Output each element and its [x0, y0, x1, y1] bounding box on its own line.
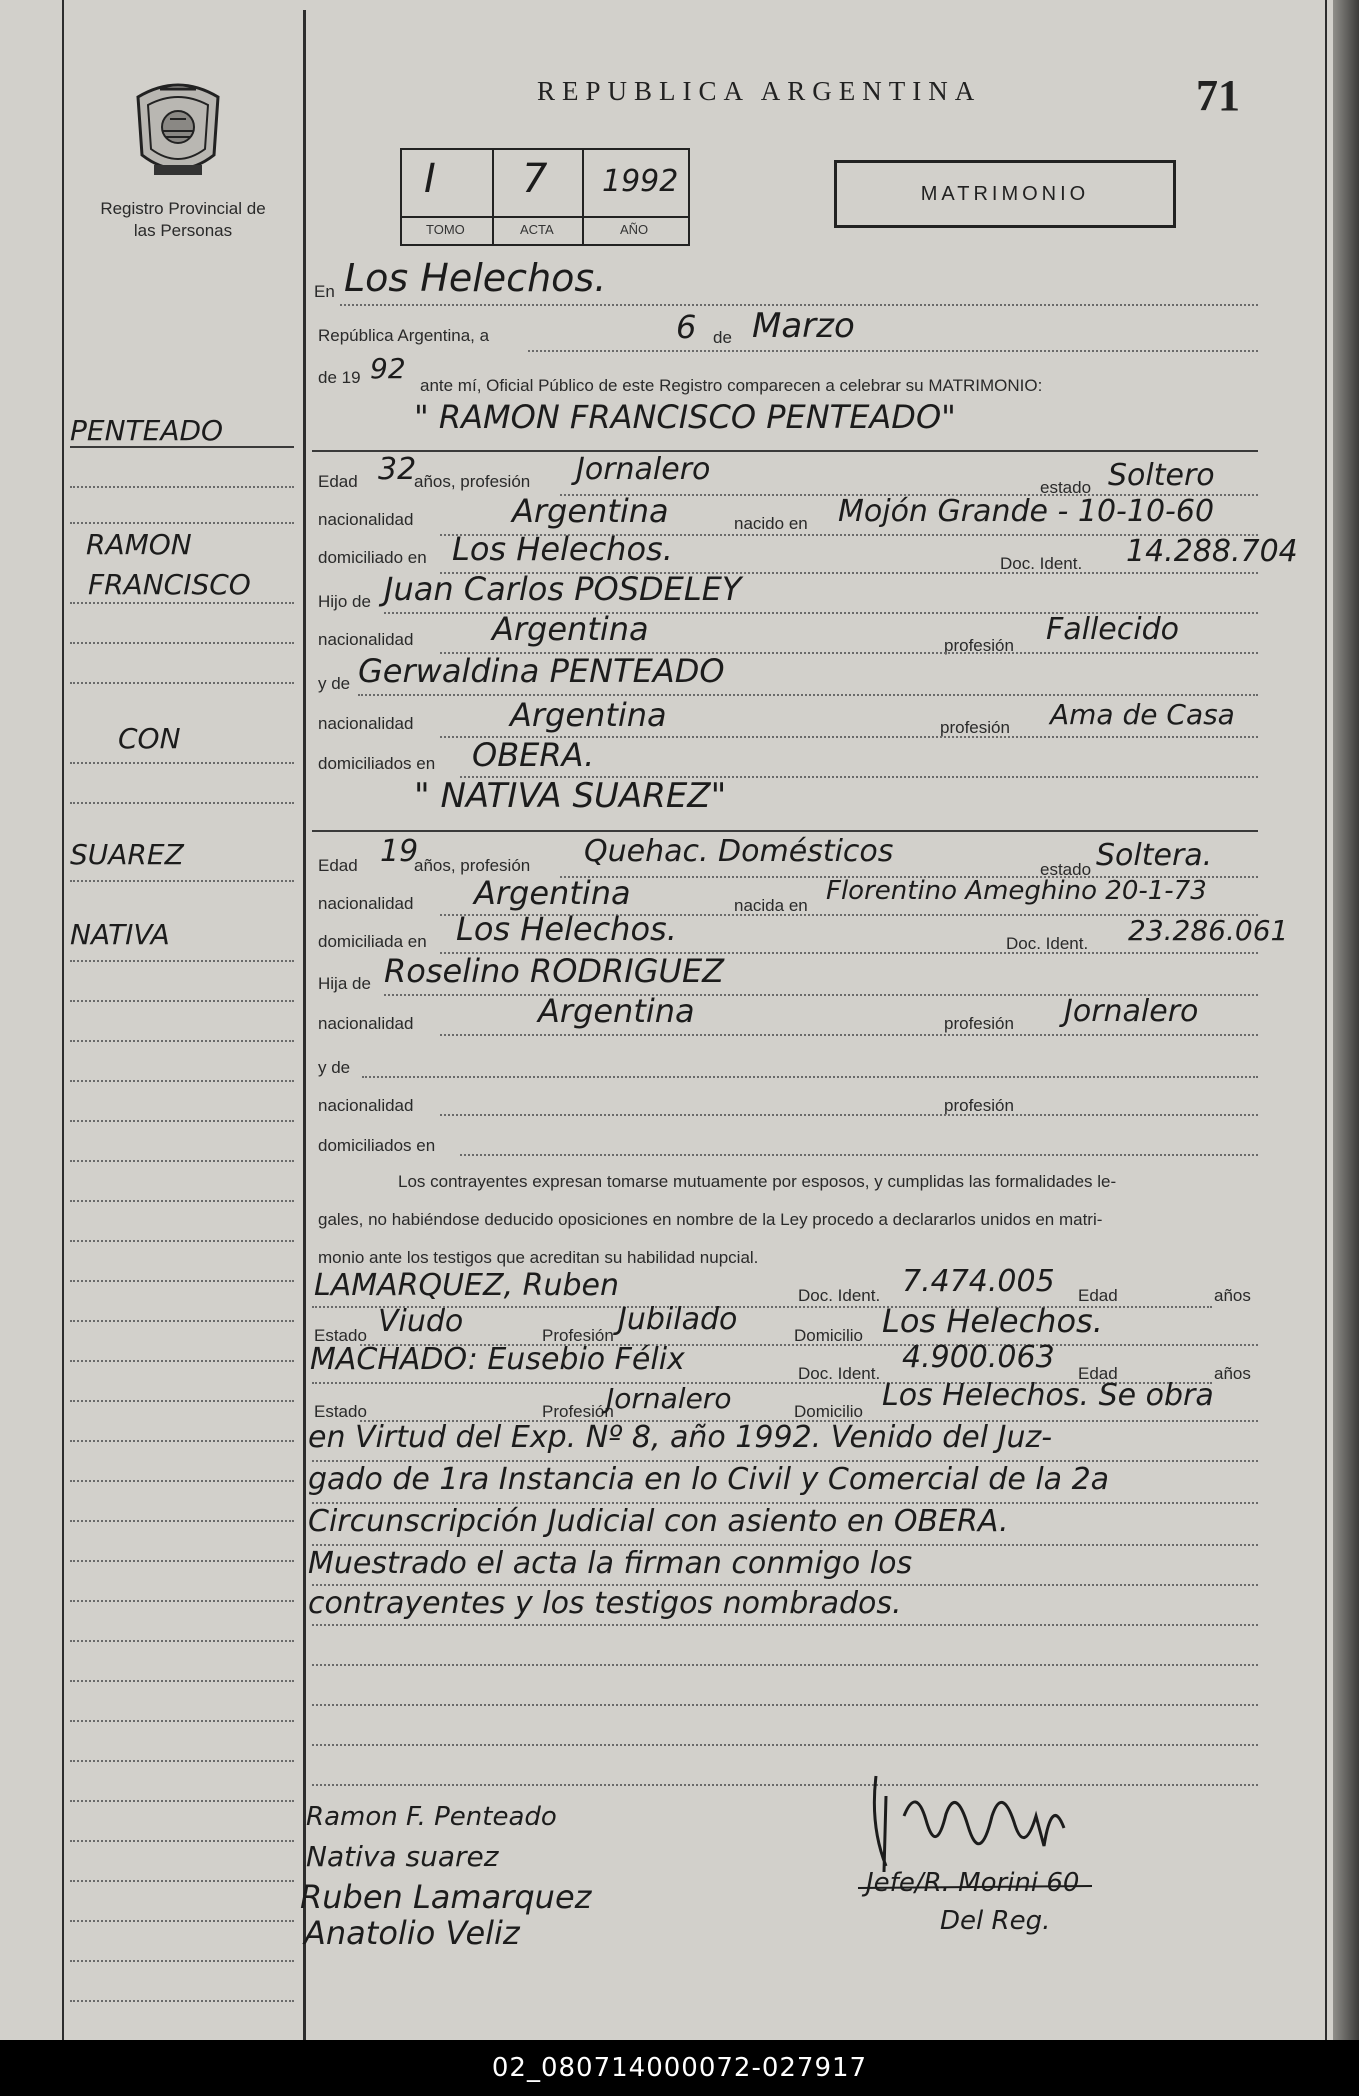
- groom-nationality: Argentina: [512, 492, 669, 530]
- witness-2-doc-label: Doc. Ident.: [798, 1364, 881, 1383]
- bride-nac-label: nacionalidad: [318, 894, 414, 913]
- witness-1-estado: Viudo: [378, 1304, 464, 1339]
- intro-statement: ante mí, Oficial Público de este Registro comparecen a celebrar su MATRIMONIO:: [420, 376, 1043, 395]
- groom-profession: Jornalero: [576, 452, 711, 487]
- witness-2-edad-label: Edad: [1078, 1364, 1118, 1383]
- country-title: REPUBLICA ARGENTINA: [537, 76, 982, 106]
- witness-2-name: MACHADO: Eusebio Félix: [310, 1342, 685, 1377]
- page-number: 71: [1196, 71, 1240, 120]
- groom-age: 32: [378, 452, 417, 487]
- left-margin-rule: [62, 0, 64, 2040]
- witness-2-prof-label: Profesión: [542, 1402, 614, 1421]
- witness-1-estado-label: Estado: [314, 1326, 367, 1345]
- groom-address: Los Helechos.: [452, 530, 673, 568]
- marriage-day: 6: [676, 308, 697, 346]
- bride-parents-dom-label: domiciliados en: [318, 1136, 436, 1155]
- groom-yde-label: y de: [318, 674, 351, 693]
- groom-anos-label: años, profesión: [414, 472, 531, 491]
- groom-edad-label: Edad: [318, 472, 358, 491]
- groom-doc-label: Doc. Ident.: [1000, 554, 1083, 573]
- bride-dom-label: domiciliada en: [318, 932, 427, 951]
- bride-estado-label: estado: [1040, 860, 1092, 879]
- groom-parents-address: OBERA.: [472, 736, 595, 774]
- groom-doc-number: 14.288.704: [1126, 534, 1298, 569]
- en-label: En: [314, 282, 335, 301]
- note-line-4: Muestrado el acta la firman conmigo los: [308, 1546, 913, 1581]
- groom-nac-label: nacionalidad: [318, 510, 414, 529]
- groom-father-nac-label: nacionalidad: [318, 630, 414, 649]
- witness-2-address: Los Helechos. Se obra: [882, 1378, 1214, 1413]
- bride-yde-label: y de: [318, 1058, 351, 1077]
- ano-label: AÑO: [620, 222, 649, 237]
- book-spine: [1333, 0, 1359, 2040]
- bride-profession: Quehac. Domésticos: [584, 834, 894, 869]
- bride-marital-status: Soltera.: [1096, 838, 1213, 873]
- margin-surname-groom: PENTEADO: [70, 414, 224, 447]
- witness-1-edad-label: Edad: [1078, 1286, 1118, 1305]
- bride-father-prof-label: profesión: [944, 1014, 1014, 1033]
- groom-birthplace: Mojón Grande - 10-10-60: [838, 494, 1215, 529]
- right-page-rule: [1325, 0, 1327, 2040]
- groom-estado-label: estado: [1040, 478, 1092, 497]
- record-number-box: [400, 148, 690, 246]
- signature-bride: Nativa suarez: [306, 1840, 499, 1873]
- note-line-3: Circunscripción Judicial con asiento en OBERA.: [308, 1504, 1009, 1539]
- official-stamp-name: Jefe/R. Morini 60: [866, 1868, 1080, 1898]
- bride-age: 19: [380, 834, 419, 869]
- record-type-label: MATRIMONIO: [834, 160, 1176, 228]
- bride-father-nationality: Argentina: [538, 992, 695, 1030]
- witness-1-profession: Jubilado: [618, 1302, 738, 1337]
- note-line-5: contrayentes y los testigos nombrados.: [308, 1586, 902, 1621]
- margin-given-bride: NATIVA: [70, 918, 170, 951]
- bride-father-profession: Jornalero: [1064, 994, 1199, 1029]
- groom-dom-label: domiciliado en: [318, 548, 427, 567]
- margin-surname-bride: SUAREZ: [70, 838, 184, 871]
- de-label: de: [713, 328, 732, 347]
- bride-mother-nac-label: nacionalidad: [318, 1096, 414, 1115]
- bride-name: " NATIVA SUAREZ": [414, 776, 727, 816]
- groom-mother-nac-label: nacionalidad: [318, 714, 414, 733]
- year-prefix: de 19: [318, 368, 361, 387]
- bride-nacida-label: nacida en: [734, 896, 808, 915]
- groom-father-profession: Fallecido: [1046, 612, 1179, 647]
- witness-2-doc: 4.900.063: [902, 1340, 1055, 1375]
- signature-groom: Ramon F. Penteado: [306, 1802, 557, 1832]
- official-stamp-role: Del Reg.: [940, 1906, 1051, 1936]
- body-line-1: Los contrayentes expresan tomarse mutuamente por esposos, y cumplidas las formalidades le-: [398, 1172, 1117, 1191]
- bride-doc-number: 23.286.061: [1128, 914, 1289, 947]
- witness-2-dom-label: Domicilio: [794, 1402, 863, 1421]
- note-line-2: gado de 1ra Instancia en lo Civil y Comercial de la 2a: [308, 1462, 1110, 1497]
- groom-hijo-label: Hijo de: [318, 592, 371, 611]
- scan-reference: 02_080714000072-027917: [0, 2040, 1359, 2096]
- bride-mother-prof-label: profesión: [944, 1096, 1014, 1115]
- groom-mother-profession: Ama de Casa: [1050, 698, 1235, 731]
- witness-1-doc: 7.474.005: [902, 1264, 1055, 1299]
- groom-nacido-label: nacido en: [734, 514, 808, 533]
- note-line-1: en Virtud del Exp. Nº 8, año 1992. Venido del Juz-: [308, 1420, 1053, 1455]
- bride-address: Los Helechos.: [456, 910, 677, 948]
- witness-1-anos-label: años: [1214, 1286, 1251, 1305]
- witness-1-name: LAMARQUEZ, Ruben: [314, 1268, 620, 1303]
- groom-mother-prof-label: profesión: [940, 718, 1010, 737]
- margin-given-groom-2: FRANCISCO: [88, 568, 251, 601]
- bride-doc-label: Doc. Ident.: [1006, 934, 1089, 953]
- center-margin-rule: [303, 10, 306, 2040]
- year-suffix: 92: [370, 352, 406, 385]
- witness-2-anos-label: años: [1214, 1364, 1251, 1383]
- witness-2-profession: Jornalero: [606, 1382, 732, 1415]
- acta-value: 7: [522, 156, 548, 202]
- bride-hija-label: Hija de: [318, 974, 371, 993]
- bride-father-name: Roselino RODRIGUEZ: [384, 952, 725, 990]
- bride-anos-label: años, profesión: [414, 856, 531, 875]
- marriage-place: Los Helechos.: [344, 256, 607, 300]
- bride-nationality: Argentina: [474, 874, 631, 912]
- groom-father-nationality: Argentina: [492, 610, 649, 648]
- witness-1-prof-label: Profesión: [542, 1326, 614, 1345]
- bride-edad-label: Edad: [318, 856, 358, 875]
- witness-1-dom-label: Domicilio: [794, 1326, 863, 1345]
- bride-birthplace: Florentino Ameghino 20-1-73: [826, 876, 1207, 906]
- tomo-label: TOMO: [426, 222, 465, 237]
- registry-name: Registro Provincial de las Personas: [100, 199, 266, 240]
- witness-1-doc-label: Doc. Ident.: [798, 1286, 881, 1305]
- margin-con: CON: [118, 722, 181, 755]
- bride-father-nac-label: nacionalidad: [318, 1014, 414, 1033]
- provincial-seal-icon: [130, 75, 226, 185]
- groom-mother-name: Gerwaldina PENTEADO: [358, 652, 725, 690]
- witness-1-address: Los Helechos.: [882, 1302, 1103, 1340]
- witness-2-estado-label: Estado: [314, 1402, 367, 1421]
- groom-father-prof-label: profesión: [944, 636, 1014, 655]
- body-line-2: gales, no habiéndose deducido oposiciones en nombre de la Ley procedo a declararlos unidos en matri-: [318, 1210, 1103, 1229]
- groom-father-name: Juan Carlos POSDELEY: [384, 570, 742, 608]
- republica-label: República Argentina, a: [318, 326, 490, 345]
- margin-given-groom-1: RAMON: [86, 528, 192, 561]
- ano-value: 1992: [602, 164, 679, 199]
- groom-name: " RAMON FRANCISCO PENTEADO": [414, 398, 956, 436]
- groom-mother-nationality: Argentina: [510, 696, 667, 734]
- body-line-3: monio ante los testigos que acreditan su habilidad nupcial.: [318, 1248, 759, 1267]
- acta-label: ACTA: [520, 222, 554, 237]
- signature-witness-1: Ruben Lamarquez: [300, 1878, 592, 1916]
- signature-witness-2: Anatolio Veliz: [304, 1914, 520, 1952]
- marriage-month: Marzo: [752, 306, 855, 346]
- groom-parents-dom-label: domiciliados en: [318, 754, 436, 773]
- tomo-value: I: [424, 156, 436, 202]
- groom-marital-status: Soltero: [1108, 458, 1215, 493]
